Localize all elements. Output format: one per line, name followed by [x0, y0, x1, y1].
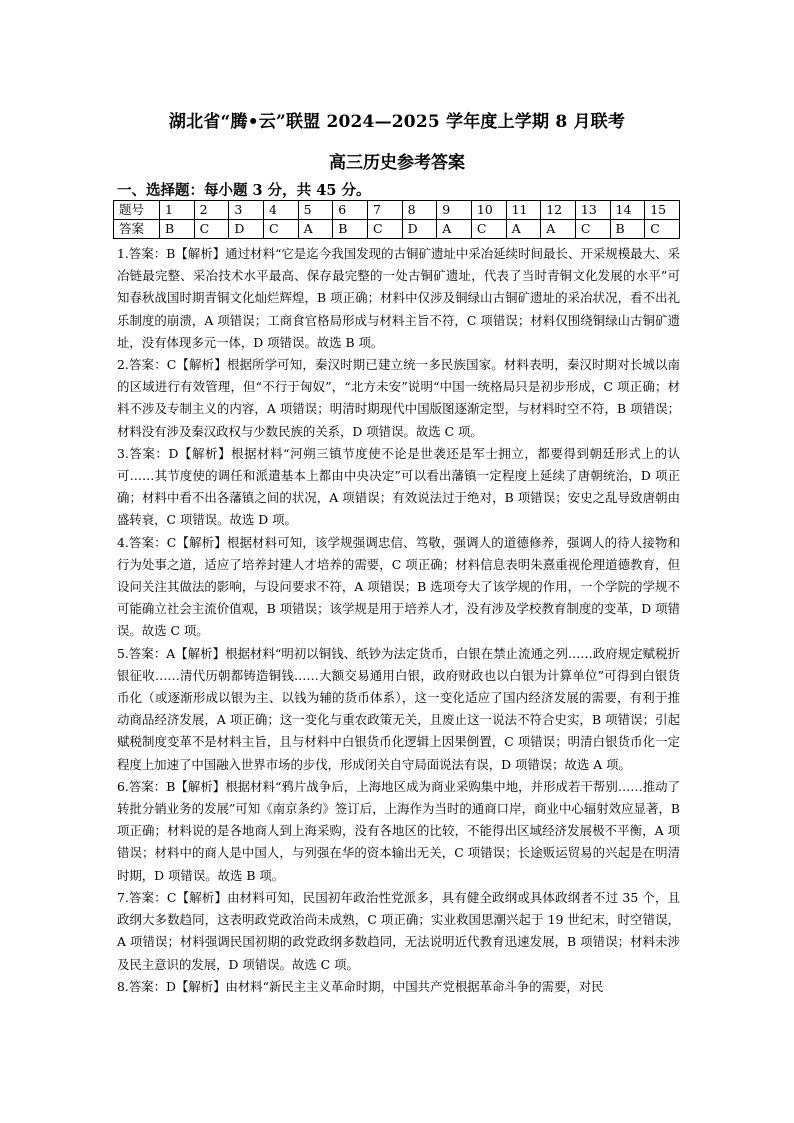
answer-letter: C — [471, 220, 506, 239]
page-subtitle: 高三历史参考答案 — [329, 153, 465, 173]
question-number: 15 — [645, 201, 680, 220]
question-number: 8 — [402, 201, 437, 220]
question-number: 4 — [263, 201, 298, 220]
answer-letter: B — [610, 220, 645, 239]
question-number: 12 — [541, 201, 576, 220]
answer-letter: B — [160, 220, 195, 239]
answer-letter: C — [645, 220, 680, 239]
question-number: 13 — [575, 201, 610, 220]
page-title: 湖北省“腾•云”联盟 2024—2025 学年度上学期 8 月联考 — [168, 112, 626, 132]
question-number: 2 — [194, 201, 229, 220]
answer-letter: C — [575, 220, 610, 239]
explanation-3: 3.答案：D【解析】根据材料“河朔三镇节度使不论是世袭还是军士拥立，都要得到朝廷形式上的认可……其节度使的调任和派遣基本上都由中央决定”可以看出藩镇一定程度上延续了唐朝统治，D 项正确；材料中看不出各藩镇之间的状况，A 项错误；有效说法过于绝对，B 项错误；安史之乱导致唐朝由盛转衰，C 项错误。故选 D 项。 — [117, 445, 680, 528]
answer-letter: A — [298, 220, 333, 239]
explanation-5: 5.答案：A【解析】根据材料“明初以铜钱、纸钞为法定货币，白银在禁止流通之列……政府规定赋税折银征收……清代历朝都铸造铜钱……大额交易通用白银，政府财政也以白银为计算单位”可得到白银货币化（或逐渐形成以银为主、以钱为辅的货币体系），这一变化适应了国内经济发展的需要，有利于推动商品经济发展，A 项正确；这一变化与重农政策无关，且废止这一说法不符合史实，B 项错误；引起赋税制度变革不是材料主旨，且与材料中白银货币化逻辑上因果倒置，C 项错误；明清白银货币化一定程度上加速了中国融入世界市场的步伐，形成闭关自守局面说法有误，D 项错误；故选 A 项。 — [117, 645, 680, 772]
answer-row — [114, 220, 680, 239]
row-label: 答案 — [114, 220, 160, 239]
explanation-8: 8.答案：D【解析】由材料“新民主主义革命时期，中国共产党根据革命斗争的需要，对民 — [117, 978, 604, 994]
question-number: 1 — [160, 201, 195, 220]
answer-letter: C — [367, 220, 402, 239]
question-number: 7 — [367, 201, 402, 220]
question-number: 9 — [437, 201, 472, 220]
answer-letter: D — [402, 220, 437, 239]
question-number: 6 — [333, 201, 368, 220]
explanation-7: 7.答案：C【解析】由材料可知，民国初年政治性党派多，具有健全政纲或具体政纲者不过 35 个，且政纲大多数趋同，这表明政党政治尚未成熟，C 项正确；实业救国思潮兴起于 19 世纪末，时空错误，A 项错误；材料强调民国初期的政党政纲多数趋同，无法说明近代教育迅速发展，B 项错误；材料未涉及民主意识的发展，D 项错误。故选 C 项。 — [117, 889, 680, 972]
answer-letter: C — [263, 220, 298, 239]
question-number: 11 — [506, 201, 541, 220]
answer-letter: A — [541, 220, 576, 239]
explanation-6: 6.答案：B【解析】根据材料“鸦片战争后，上海地区成为商业采购集中地，并形成若干帮别……推动了转批分销业务的发展”可知《南京条约》签订后，上海作为当时的通商口岸，商业中心辐射效应显著，B 项正确；材料说的是各地商人到上海采购，没有各地区的比较，不能得出区域经济发展极不平衡，A 项错误；材料中的商人是中国人，与列强在华的资本输出无关，C 项错误；长途贩运贸易的兴起是在明清时期，D 项错误。故选 B 项。 — [117, 778, 680, 883]
question-number: 14 — [610, 201, 645, 220]
question-number-row — [114, 201, 680, 220]
answer-letter: B — [333, 220, 368, 239]
answer-letter: A — [437, 220, 472, 239]
section-heading: 一、选择题：每小题 3 分，共 45 分。 — [117, 182, 371, 199]
question-number: 5 — [298, 201, 333, 220]
answer-letter: C — [194, 220, 229, 239]
explanations — [117, 243, 680, 998]
explanation-1: 1.答案：B【解析】通过材料“它是迄今我国发现的古铜矿遗址中采冶延续时间最长、开采规模最大、采冶链最完整、采冶技术水平最高、保存最完整的一处古铜矿遗址，代表了当时青铜文化发展的水平”可知春秋战国时期青铜文化灿烂辉煌，B 项正确；材料中仅涉及铜绿山古铜矿遗址的采冶状况，看不出礼乐制度的崩溃，A 项错误；工商食官格局形成与材料主旨不符，C 项错误；材料仅围绕铜绿山古铜矿遗址，没有体现多元一体，D 项错误。故选 B 项。 — [117, 246, 680, 350]
question-number: 3 — [229, 201, 264, 220]
row-label: 题号 — [114, 201, 160, 220]
explanation-4: 4.答案：C【解析】根据材料可知，该学规强调忠信、笃敬，强调人的道德修养，强调人的待人接物和行为处事之道，适应了培养封建人才培养的需要，C 项正确；材料信息表明朱熹重视伦理道德教育，但设问关注其做法的影响，与设问要求不符，A 项错误；B 选项夸大了该学规的作用，一个学院的学规不可能确立社会主流价值观，B 项错误；该学规是用于培养人才，没有涉及学校教育制度的变革，D 项错误。故选 C 项。 — [117, 534, 680, 639]
answer-table — [113, 200, 680, 239]
answer-letter: A — [506, 220, 541, 239]
explanation-2: 2.答案：C【解析】根据所学可知，秦汉时期已建立统一多民族国家。材料表明，秦汉时期对长城以南的区域进行有效管理，但“不行于匈奴”，“北方未安”说明“中国一统格局只是初步形成，C 项正确；材料不涉及专制主义的内容，A 项错误；明清时期现代中国版图逐渐定型，与材料时空不符，B 项错误；材料没有涉及秦汉政权与少数民族的关系，D 项错误。故选 C 项。 — [117, 357, 680, 439]
answer-letter: D — [229, 220, 264, 239]
question-number: 10 — [471, 201, 506, 220]
